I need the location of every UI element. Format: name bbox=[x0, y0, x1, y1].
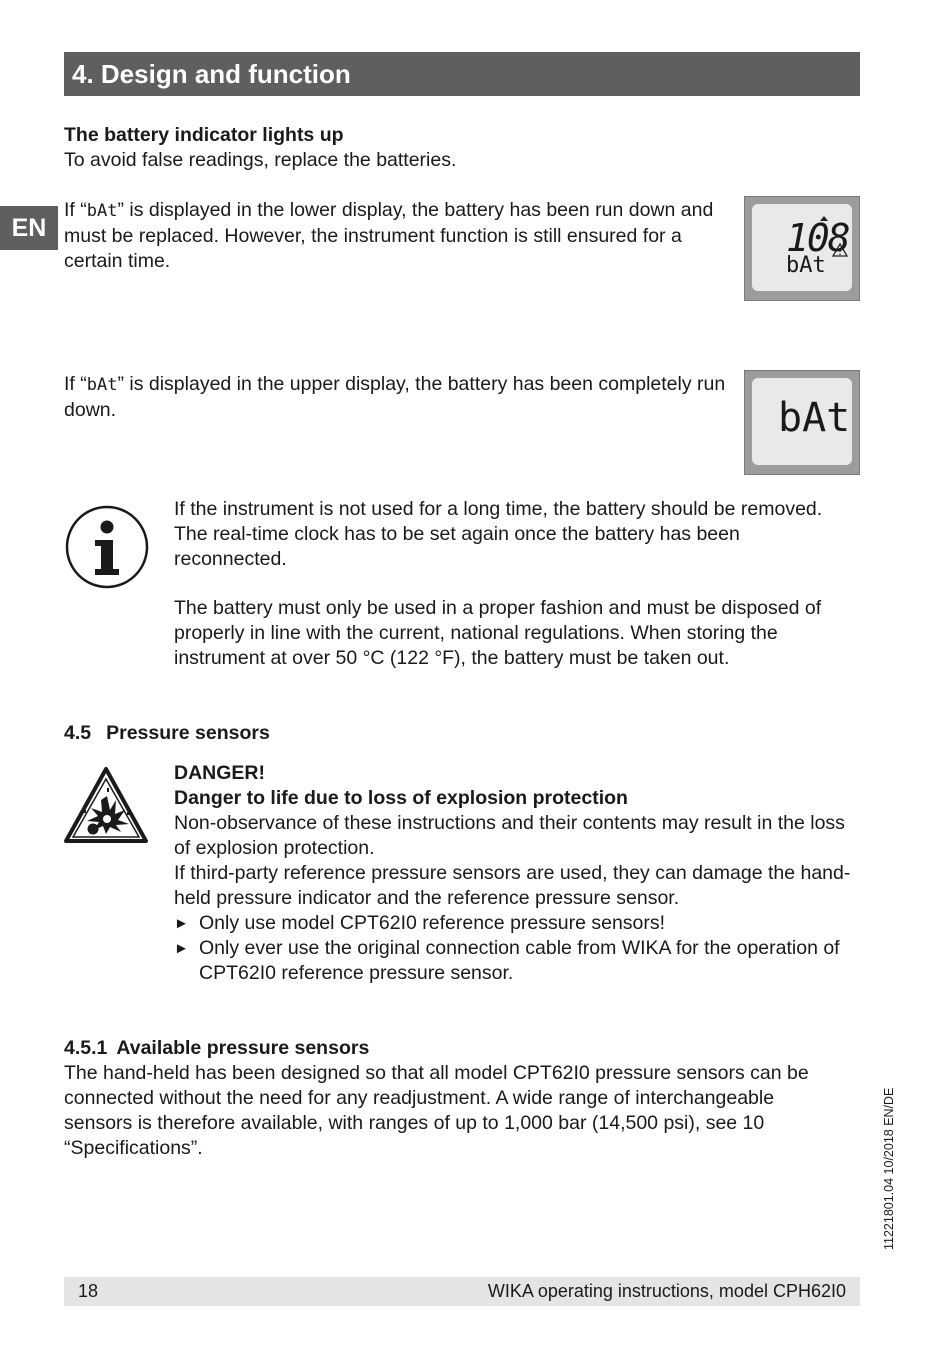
bat-code: bAt bbox=[86, 375, 118, 395]
bat-code: bAt bbox=[86, 201, 118, 221]
battery-lower-paragraph bbox=[64, 198, 734, 274]
bullet-text: Only ever use the original connection cable from WIKA for the operation of CPT62I0 reference pressure sensor. bbox=[199, 937, 840, 984]
section-title: 4. Design and function bbox=[64, 52, 860, 96]
quote-prefix: If “ bbox=[64, 373, 87, 395]
upper-display-value: 108 bbox=[786, 216, 849, 260]
lcd-display-upper-bat bbox=[744, 370, 860, 475]
danger-line-1: Non-observance of these instructions and their contents may result in the loss of explosion protection. bbox=[174, 812, 845, 859]
danger-bullet-list bbox=[174, 911, 860, 986]
available-sensors-body: The hand-held has been designed so that all model CPT62I0 pressure sensors can be connected without the need for any readjustment. A wide range of interchangeable sensors is therefore available, with ranges of up to 1,000 bar (14,500 psi), see 10 “Specifications”. bbox=[64, 1062, 809, 1159]
footer-doc-title: WIKA operating instructions, model CPH62I0 bbox=[487, 1281, 846, 1301]
bullet-text: Only use model CPT62I0 reference pressure sensors! bbox=[199, 912, 666, 934]
info-paragraph-1: If the instrument is not used for a long time, the battery should be removed. The real-time clock has to be set again once the battery has been reconnected. bbox=[174, 498, 823, 570]
quote-prefix: If “ bbox=[64, 199, 87, 221]
lcd-screen bbox=[752, 378, 852, 465]
list-item bbox=[174, 936, 860, 986]
section-4-5-1-heading bbox=[64, 1036, 854, 1061]
section-number: 4.5 bbox=[64, 722, 92, 744]
bullet-arrow-icon: ► bbox=[174, 940, 189, 957]
danger-line-2: If third-party reference pressure sensors are used, they can damage the hand-held pressure indicator and the reference pressure sensor. bbox=[174, 862, 851, 909]
info-icon bbox=[65, 505, 149, 589]
battery-intro: To avoid false readings, replace the batteries. bbox=[64, 149, 457, 171]
section-number: 4.5.1 bbox=[64, 1037, 108, 1059]
battery-heading: The battery indicator lights up bbox=[64, 124, 344, 146]
info-paragraph-2: The battery must only be used in a proper fashion and must be disposed of properly in line with the current, national regulations. When storing the instrument at over 50 °C (122 °F), the battery must be taken out. bbox=[174, 597, 822, 669]
battery-lower-text: ” is displayed in the lower display, the battery has been run down and must be replaced. However, the instrument function is still ensured for a certain time. bbox=[64, 199, 714, 272]
upper-display-value: bAt bbox=[778, 395, 851, 441]
page-number: 18 bbox=[78, 1281, 99, 1301]
language-tab: EN bbox=[0, 206, 58, 250]
danger-headline: Danger to life due to loss of explosion protection bbox=[174, 787, 628, 809]
lcd-screen bbox=[752, 204, 852, 291]
battery-upper-paragraph bbox=[64, 372, 734, 423]
section-title: Pressure sensors bbox=[106, 722, 270, 744]
section-title: Available pressure sensors bbox=[116, 1037, 370, 1059]
battery-upper-text: ” is displayed in the upper display, the battery has been completely run down. bbox=[64, 373, 726, 421]
lcd-display-lower-bat bbox=[744, 196, 860, 301]
explosion-warning-icon bbox=[63, 766, 149, 844]
bullet-arrow-icon: ► bbox=[174, 915, 189, 932]
danger-label: DANGER! bbox=[174, 762, 265, 784]
document-id: 11221801.04 10/2018 EN/DE bbox=[882, 1087, 896, 1250]
footer-bar bbox=[64, 1277, 860, 1306]
section-4-5-heading bbox=[64, 721, 854, 746]
lower-display-value: bAt bbox=[786, 253, 826, 278]
list-item bbox=[174, 911, 860, 936]
